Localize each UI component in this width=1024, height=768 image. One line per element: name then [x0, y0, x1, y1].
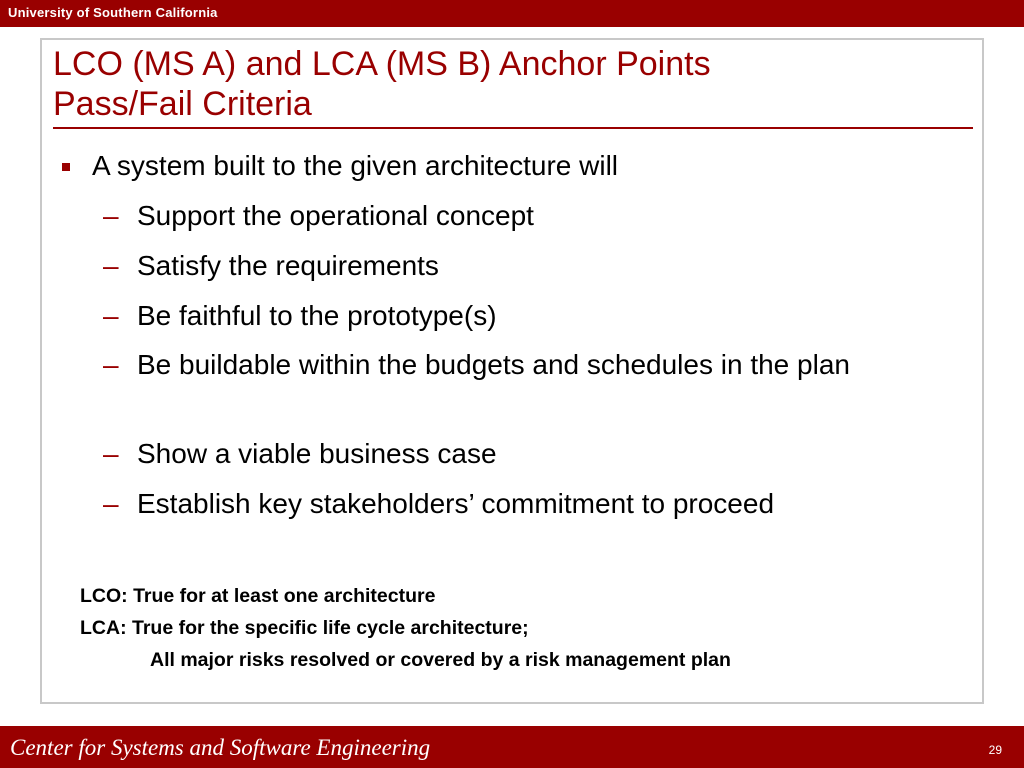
- title-line-1: LCO (MS A) and LCA (MS B) Anchor Points: [53, 45, 711, 83]
- dash-bullet-icon: –: [103, 300, 119, 331]
- center-name: Center for Systems and Software Engineering: [10, 735, 431, 760]
- sub-bullet-text: Show a viable business case: [137, 438, 497, 469]
- dash-bullet-icon: –: [103, 250, 119, 281]
- main-bullet-text: A system built to the given architecture will: [92, 150, 619, 181]
- university-name: University of Southern California: [8, 5, 218, 20]
- sub-bullet-text: Support the operational concept: [137, 200, 534, 231]
- lca-note: LCA: True for the specific life cycle architecture;: [80, 617, 529, 639]
- dash-bullet-icon: –: [103, 488, 119, 519]
- page-number: 29: [988, 743, 1002, 757]
- square-bullet-icon: [62, 163, 70, 171]
- title-underline: [53, 127, 973, 129]
- dash-bullet-icon: –: [103, 349, 119, 380]
- lco-note: LCO: True for at least one architecture: [80, 585, 436, 607]
- sub-bullet-text: Establish key stakeholders’ commitment to proceed: [137, 488, 775, 519]
- lca-note-continued: All major risks resolved or covered by a risk management plan: [150, 649, 731, 671]
- sub-bullet-text: Be buildable within the budgets and schedules in the plan: [137, 349, 850, 380]
- header-bar: [0, 0, 1024, 27]
- sub-bullet-text: Be faithful to the prototype(s): [137, 300, 497, 331]
- dash-bullet-icon: –: [103, 200, 119, 231]
- dash-bullet-icon: –: [103, 438, 119, 469]
- footer-bar: [0, 726, 1024, 768]
- sub-bullet-text: Satisfy the requirements: [137, 250, 439, 281]
- title-line-2: Pass/Fail Criteria: [53, 85, 312, 123]
- criteria-notes: [80, 580, 731, 676]
- slide-title: [53, 44, 973, 124]
